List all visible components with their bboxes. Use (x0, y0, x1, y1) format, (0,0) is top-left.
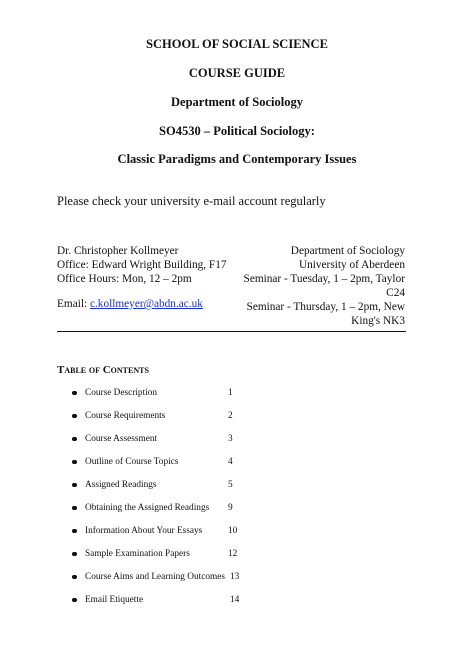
bullet-icon (72, 575, 77, 580)
toc-item-page: 14 (230, 595, 240, 605)
department-heading: Department of Sociology (171, 95, 303, 109)
course-code-heading: SO4530 – Political Sociology: (159, 124, 315, 138)
toc-item-label: Email Etiquette (85, 595, 144, 605)
bullet-icon (72, 460, 77, 465)
toc-item-obtaining-readings[interactable] (72, 501, 312, 515)
seminar-tuesday-line1: Seminar - Tuesday, 1 – 2pm, Taylor (243, 273, 405, 285)
toc-item-label: Course Description (85, 388, 158, 398)
email-notice: Please check your university e-mail account regularly (57, 194, 326, 208)
university-name: University of Aberdeen (298, 259, 405, 271)
bullet-icon (72, 552, 77, 557)
toc-item-essays-info[interactable] (72, 524, 312, 538)
toc-item-page: 10 (228, 526, 238, 536)
toc-item-label: Information About Your Essays (85, 526, 203, 536)
bullet-icon (72, 483, 77, 488)
instructor-hours: Office Hours: Mon, 12 – 2pm (57, 273, 192, 285)
seminar-tuesday-line2: C24 (386, 287, 405, 299)
toc-item-label: Course Requirements (85, 411, 166, 421)
toc-item-label: Course Assessment (85, 434, 158, 444)
toc-item-page: 9 (228, 503, 233, 513)
toc-item-course-description[interactable] (72, 386, 312, 400)
toc-item-page: 4 (228, 457, 233, 467)
bullet-icon (72, 598, 77, 603)
toc-item-sample-exam-papers[interactable] (72, 547, 312, 561)
bullet-icon (72, 529, 77, 534)
instructor-name: Dr. Christopher Kollmeyer (57, 245, 179, 257)
course-subtitle-heading: Classic Paradigms and Contemporary Issues (117, 152, 357, 166)
section-divider (57, 331, 406, 332)
toc-title: Table of Contents (57, 364, 149, 376)
toc-item-course-assessment[interactable] (72, 432, 312, 446)
instructor-office: Office: Edward Wright Building, F17 (57, 259, 227, 271)
course-guide-title: COURSE GUIDE (188, 66, 286, 80)
toc-item-label: Outline of Course Topics (85, 457, 179, 467)
bullet-icon (72, 437, 77, 442)
toc-item-page: 2 (228, 411, 233, 421)
bullet-icon (72, 506, 77, 511)
seminar-thursday-line1: Seminar - Thursday, 1 – 2pm, New (246, 301, 405, 313)
bullet-icon (72, 391, 77, 396)
toc-item-page: 1 (228, 388, 233, 398)
instructor-email-link[interactable]: c.kollmeyer@abdn.ac.uk (89, 298, 203, 310)
instructor-email-row (57, 297, 257, 311)
toc-item-label: Assigned Readings (85, 480, 157, 490)
school-title: SCHOOL OF SOCIAL SCIENCE (146, 37, 328, 51)
toc-item-course-requirements[interactable] (72, 409, 312, 423)
bullet-icon (72, 414, 77, 419)
toc-item-outline-of-course-topics[interactable] (72, 455, 312, 469)
toc-item-assigned-readings[interactable] (72, 478, 312, 492)
toc-item-email-etiquette[interactable] (72, 593, 312, 607)
toc-item-page: 13 (230, 572, 240, 582)
instructor-contact (57, 244, 257, 311)
email-label: Email: (57, 298, 90, 310)
toc-item-page: 12 (228, 549, 238, 559)
toc-item-label: Course Aims and Learning Outcomes (85, 572, 225, 582)
toc-item-label: Sample Examination Papers (85, 549, 190, 559)
toc-item-page: 3 (228, 434, 233, 444)
toc-item-label: Obtaining the Assigned Readings (85, 503, 210, 513)
department-name: Department of Sociology (290, 245, 405, 257)
toc-item-aims-outcomes[interactable] (72, 570, 312, 584)
toc-item-page: 5 (228, 480, 233, 490)
seminar-thursday-line2: King's NK3 (351, 315, 405, 327)
course-location-info (230, 244, 405, 328)
